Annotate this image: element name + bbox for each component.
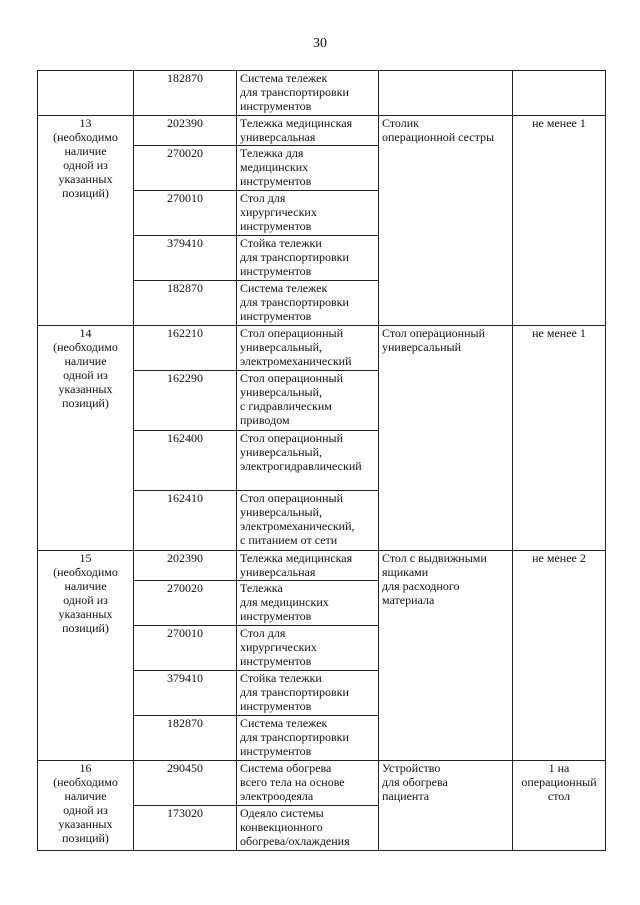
- text-line: Тележка для: [240, 146, 304, 160]
- equipment-name-cell: [237, 71, 379, 116]
- position-cell: [38, 761, 134, 851]
- text-line: наличие: [64, 579, 107, 593]
- text-line: позиций): [62, 396, 109, 410]
- equipment-table-body: [38, 71, 606, 851]
- text-line: не менее 1: [532, 116, 586, 130]
- quantity-cell: [513, 326, 606, 551]
- position-cell: [38, 326, 134, 551]
- text-line: Стол операционный: [382, 326, 486, 340]
- text-line: указанных: [58, 817, 113, 831]
- text-line: приводом: [240, 413, 290, 427]
- functional-name-cell: [379, 71, 513, 116]
- text-line: с гидравлическим: [240, 399, 332, 413]
- functional-name-cell: [379, 116, 513, 326]
- quantity-cell: [513, 551, 606, 761]
- text-line: 1 на: [548, 761, 570, 775]
- text-line: наличие: [64, 789, 107, 803]
- text-line: инструментов: [240, 219, 312, 233]
- table-row: [38, 71, 606, 116]
- text-line: ящиками: [382, 565, 429, 579]
- text-line: 15: [79, 551, 92, 565]
- text-line: для транспортировки: [240, 250, 349, 264]
- text-line: Стол операционный: [240, 326, 344, 340]
- text-line: материала: [382, 593, 435, 607]
- text-line: (необходимо: [53, 130, 118, 144]
- text-line: для обогрева: [382, 775, 448, 789]
- table-row: [38, 761, 606, 806]
- code-cell: 270010: [134, 191, 237, 236]
- text-line: указанных: [58, 172, 113, 186]
- text-line: электроодеяла: [240, 789, 314, 803]
- text-line: Стол операционный: [240, 431, 344, 445]
- equipment-name-cell: [237, 626, 379, 671]
- table-row: [38, 326, 606, 371]
- equipment-name-cell: [237, 716, 379, 761]
- table-row: [38, 116, 606, 146]
- quantity-cell: [513, 761, 606, 851]
- equipment-name-cell: [237, 491, 379, 551]
- code-cell: 182870: [134, 71, 237, 116]
- text-line: инструментов: [240, 309, 312, 323]
- text-line: Стол для: [240, 626, 286, 640]
- code-cell: 162410: [134, 491, 237, 551]
- text-line: универсальный,: [240, 505, 323, 519]
- text-line: хирургических: [240, 640, 317, 654]
- text-line: Система тележек: [240, 71, 328, 85]
- text-line: универсальная: [240, 130, 316, 144]
- text-line: инструментов: [240, 744, 312, 758]
- text-line: одной из: [63, 368, 108, 382]
- quantity-cell: [513, 71, 606, 116]
- text-line: стол: [547, 789, 571, 803]
- text-line: позиций): [62, 621, 109, 635]
- text-line: Тележка медицинская: [240, 551, 353, 565]
- text-line: инструментов: [240, 609, 312, 623]
- code-cell: 202390: [134, 116, 237, 146]
- text-line: Система тележек: [240, 716, 328, 730]
- text-line: инструментов: [240, 654, 312, 668]
- text-line: обогрева/охлаждения: [240, 834, 350, 848]
- text-line: одной из: [63, 158, 108, 172]
- text-line: 14: [79, 326, 92, 340]
- text-line: Система обогрева: [240, 761, 332, 775]
- text-line: позиций): [62, 831, 109, 845]
- equipment-name-cell: [237, 671, 379, 716]
- code-cell: 270010: [134, 626, 237, 671]
- equipment-name-cell: [237, 806, 379, 851]
- text-line: универсальный,: [240, 445, 323, 459]
- functional-name-cell: [379, 761, 513, 851]
- code-cell: 290450: [134, 761, 237, 806]
- equipment-name-cell: [237, 431, 379, 491]
- text-line: инструментов: [240, 264, 312, 278]
- text-line: для медицинских: [240, 595, 329, 609]
- equipment-name-cell: [237, 116, 379, 146]
- text-line: пациента: [382, 789, 430, 803]
- code-cell: 182870: [134, 281, 237, 326]
- text-line: Столик: [382, 116, 420, 130]
- text-line: Стол для: [240, 191, 286, 205]
- text-line: универсальный,: [240, 340, 323, 354]
- text-line: инструментов: [240, 174, 312, 188]
- position-cell: [38, 551, 134, 761]
- text-line: (необходимо: [53, 565, 118, 579]
- page-number: 30: [313, 36, 327, 51]
- text-line: всего тела на основе: [240, 775, 345, 789]
- text-line: Устройство: [382, 761, 441, 775]
- text-line: указанных: [58, 382, 113, 396]
- text-line: для транспортировки: [240, 295, 349, 309]
- code-cell: 173020: [134, 806, 237, 851]
- text-line: для расходного: [382, 579, 460, 593]
- code-cell: 202390: [134, 551, 237, 581]
- equipment-name-cell: [237, 281, 379, 326]
- text-line: универсальный: [382, 340, 462, 354]
- text-line: Стол операционный: [240, 371, 344, 385]
- equipment-name-cell: [237, 236, 379, 281]
- text-line: операционный: [521, 775, 597, 789]
- text-line: указанных: [58, 607, 113, 621]
- text-line: 16: [79, 761, 92, 775]
- text-line: электромеханический: [240, 354, 352, 368]
- text-line: электрогидравлический: [240, 459, 362, 473]
- position-cell: [38, 116, 134, 326]
- equipment-name-cell: [237, 191, 379, 236]
- text-line: медицинских: [240, 160, 309, 174]
- text-line: Стол операционный: [240, 491, 344, 505]
- text-line: с питанием от сети: [240, 533, 338, 547]
- text-line: (необходимо: [53, 775, 118, 789]
- equipment-name-cell: [237, 146, 379, 191]
- text-line: 13: [79, 116, 92, 130]
- text-line: электромеханический,: [240, 519, 355, 533]
- equipment-name-cell: [237, 371, 379, 431]
- text-line: не менее 1: [532, 326, 586, 340]
- code-cell: 379410: [134, 671, 237, 716]
- text-line: одной из: [63, 803, 108, 817]
- quantity-cell: [513, 116, 606, 326]
- text-line: Тележка: [240, 581, 283, 595]
- code-cell: 162400: [134, 431, 237, 491]
- text-line: Одеяло системы: [240, 806, 324, 820]
- text-line: Стол с выдвижными: [382, 551, 487, 565]
- text-line: (необходимо: [53, 340, 118, 354]
- text-line: для транспортировки: [240, 685, 349, 699]
- text-line: одной из: [63, 593, 108, 607]
- equipment-table: [37, 70, 606, 851]
- text-line: инструментов: [240, 99, 312, 113]
- code-cell: 182870: [134, 716, 237, 761]
- code-cell: 379410: [134, 236, 237, 281]
- text-line: универсальная: [240, 565, 316, 579]
- equipment-name-cell: [237, 761, 379, 806]
- text-line: инструментов: [240, 699, 312, 713]
- position-cell: [38, 71, 134, 116]
- code-cell: 270020: [134, 581, 237, 626]
- text-line: для транспортировки: [240, 85, 349, 99]
- text-line: не менее 2: [532, 551, 586, 565]
- text-line: наличие: [64, 144, 107, 158]
- code-cell: 162210: [134, 326, 237, 371]
- text-line: наличие: [64, 354, 107, 368]
- text-line: Стойка тележки: [240, 671, 322, 685]
- equipment-name-cell: [237, 326, 379, 371]
- text-line: для транспортировки: [240, 730, 349, 744]
- text-line: конвекционного: [240, 820, 323, 834]
- text-line: хирургических: [240, 205, 317, 219]
- table-row: [38, 551, 606, 581]
- text-line: операционной сестры: [382, 130, 495, 144]
- equipment-name-cell: [237, 581, 379, 626]
- functional-name-cell: [379, 326, 513, 551]
- code-cell: 162290: [134, 371, 237, 431]
- functional-name-cell: [379, 551, 513, 761]
- text-line: позиций): [62, 186, 109, 200]
- text-line: Система тележек: [240, 281, 328, 295]
- text-line: универсальный,: [240, 385, 323, 399]
- text-line: Стойка тележки: [240, 236, 322, 250]
- code-cell: 270020: [134, 146, 237, 191]
- equipment-name-cell: [237, 551, 379, 581]
- text-line: Тележка медицинская: [240, 116, 353, 130]
